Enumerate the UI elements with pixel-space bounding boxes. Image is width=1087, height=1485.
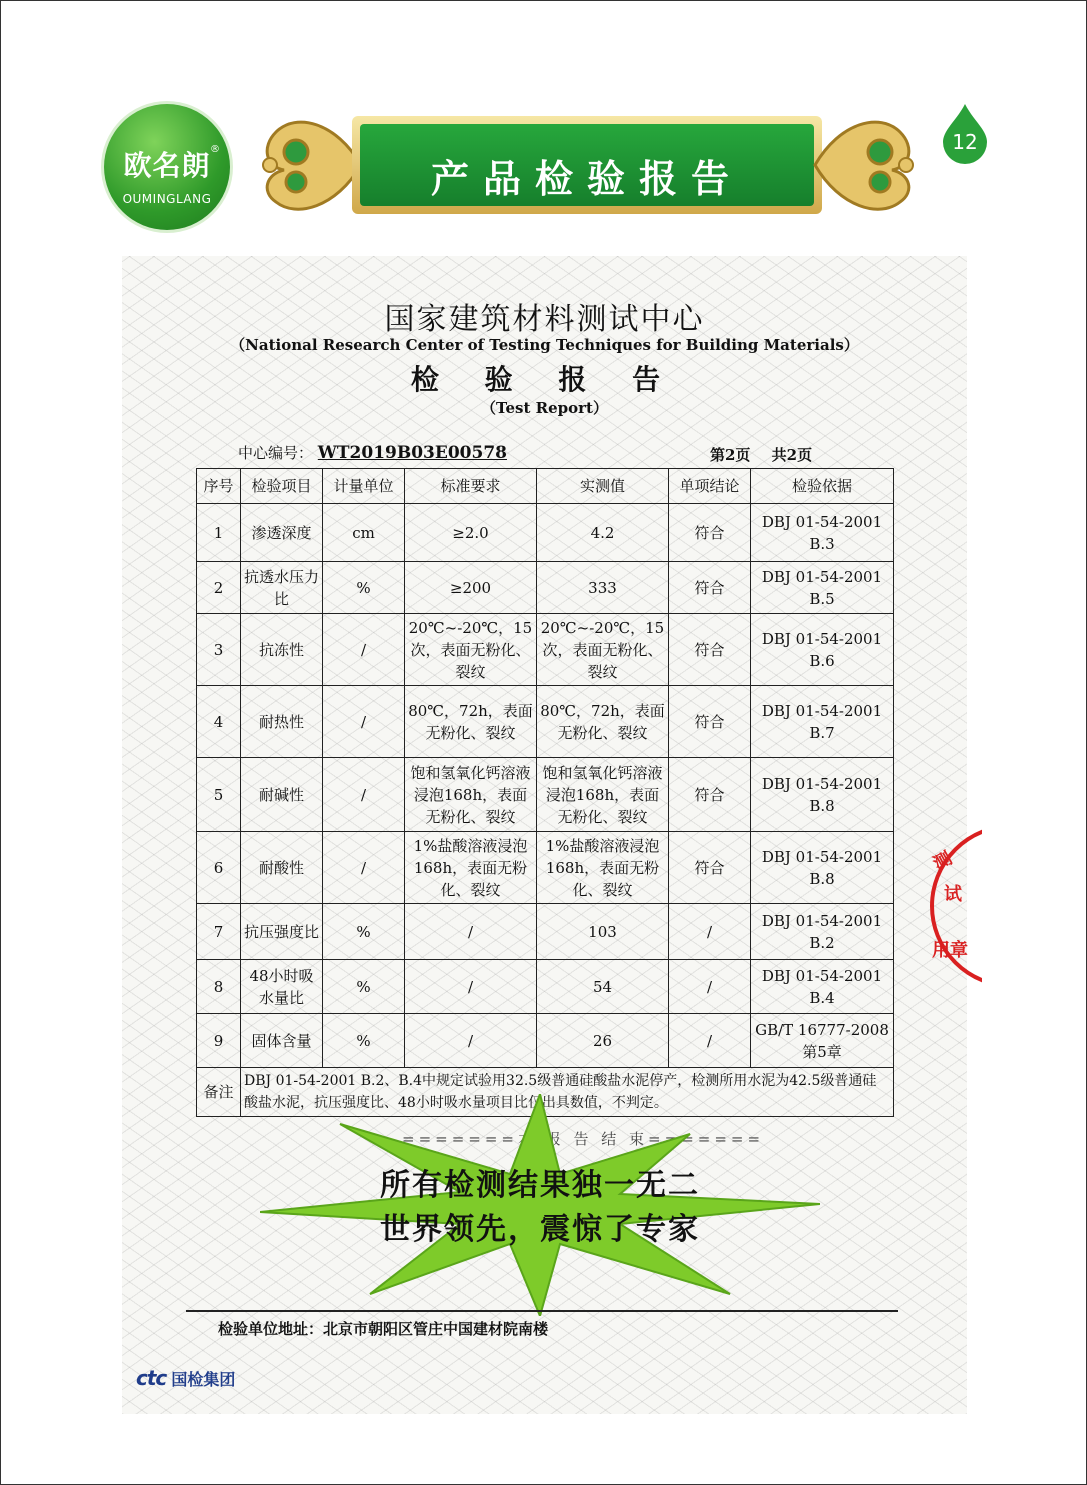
- table-cell: 54: [537, 960, 669, 1014]
- page-number-badge: [943, 104, 987, 164]
- table-cell: DBJ 01-54-2001 B.4: [751, 960, 894, 1014]
- col-header: 实测值: [537, 469, 669, 504]
- table-cell: %: [323, 1014, 405, 1068]
- report-code-value: WT2019B03E00578: [317, 443, 507, 463]
- test-unit-address: 检验单位地址：北京市朝阳区管庄中国建材院南楼: [218, 1320, 549, 1338]
- table-row: [197, 758, 894, 832]
- report-title-cn: 检 验 报 告: [410, 363, 679, 396]
- table-cell: /: [669, 1014, 751, 1068]
- table-cell: 耐酸性: [241, 832, 323, 904]
- table-cell: /: [405, 1014, 537, 1068]
- table-cell: /: [323, 686, 405, 758]
- table-cell: /: [323, 832, 405, 904]
- col-header: 序号: [197, 469, 241, 504]
- table-cell: 耐热性: [241, 686, 323, 758]
- table-cell: 4.2: [537, 504, 669, 562]
- svg-text:用章: 用章: [932, 940, 968, 961]
- table-cell: 48小时吸水量比: [241, 960, 323, 1014]
- table-row: [197, 960, 894, 1014]
- table-cell: 20℃~-20℃，15次，表面无粉化、裂纹: [537, 614, 669, 686]
- report-code-label: 中心编号：: [238, 444, 314, 462]
- brand-logo: [104, 104, 230, 230]
- table-cell: 80℃，72h，表面无粉化、裂纹: [405, 686, 537, 758]
- table-cell: 饱和氢氧化钙溶液浸泡168h，表面无粉化、裂纹: [537, 758, 669, 832]
- org-title-cn: 国家建筑材料测试中心: [384, 302, 705, 337]
- table-cell: cm: [323, 504, 405, 562]
- table-cell: 饱和氢氧化钙溶液浸泡168h，表面无粉化、裂纹: [405, 758, 537, 832]
- brand-name-cn: 欧名朗: [123, 149, 211, 182]
- report-code: [238, 442, 507, 463]
- table-cell: 抗透水压力比: [241, 562, 323, 614]
- promo-starburst: [260, 1094, 820, 1316]
- table-cell: /: [405, 904, 537, 960]
- banner-title: 产品检验报告: [430, 157, 743, 201]
- table-cell: ≥2.0: [405, 504, 537, 562]
- table-cell: 符合: [669, 614, 751, 686]
- table-cell: DBJ 01-54-2001 B.8: [751, 832, 894, 904]
- table-cell: DBJ 01-54-2001 B.5: [751, 562, 894, 614]
- report-end-marker: =======本 报 告 结 束=======: [402, 1130, 765, 1148]
- title-banner: [256, 110, 920, 220]
- report-title-en: （Test Report）: [481, 399, 608, 417]
- table-row: [197, 832, 894, 904]
- table-row: [197, 614, 894, 686]
- table-row: [197, 504, 894, 562]
- col-header: 单项结论: [669, 469, 751, 504]
- note-text: DBJ 01-54-2001 B.2、B.4中规定试验用32.5级普通硅酸盐水泥停产，检测所用水泥为42.5级普通硅酸盐水泥，抗压强度比、48小时吸水量项目比仅出具数值，不判定。: [241, 1068, 894, 1117]
- table-header-row: [197, 469, 894, 504]
- table-cell: 20℃~-20℃，15次，表面无粉化、裂纹: [405, 614, 537, 686]
- ccic-mark: ctc: [136, 1366, 167, 1390]
- table-cell: 渗透深度: [241, 504, 323, 562]
- banner-inner: [360, 124, 814, 206]
- table-cell: DBJ 01-54-2001 B.7: [751, 686, 894, 758]
- svg-text:测: 测: [929, 847, 956, 876]
- table-cell: ≥200: [405, 562, 537, 614]
- table-cell: DBJ 01-54-2001 B.6: [751, 614, 894, 686]
- table-cell: DBJ 01-54-2001 B.2: [751, 904, 894, 960]
- table-cell: /: [669, 960, 751, 1014]
- table-cell: 4: [197, 686, 241, 758]
- table-cell: 2: [197, 562, 241, 614]
- page-number: 12: [952, 130, 978, 154]
- table-cell: 1: [197, 504, 241, 562]
- table-cell: %: [323, 904, 405, 960]
- table-cell: 1%盐酸溶液浸泡168h，表面无粉化、裂纹: [405, 832, 537, 904]
- table-cell: 8: [197, 960, 241, 1014]
- right-ornament-icon: [810, 112, 920, 218]
- banner-plate: [352, 116, 822, 214]
- table-cell: 符合: [669, 686, 751, 758]
- ccic-group-logo: [136, 1366, 235, 1390]
- page-count: 第2页 共2页: [710, 446, 813, 464]
- table-cell: /: [323, 614, 405, 686]
- note-label: 备注: [197, 1068, 241, 1117]
- col-header: 标准要求: [405, 469, 537, 504]
- brand-name-en: OUMINGLANG: [122, 192, 212, 206]
- left-ornament-icon: [256, 112, 366, 218]
- table-cell: 3: [197, 614, 241, 686]
- table-cell: %: [323, 562, 405, 614]
- table-row: [197, 904, 894, 960]
- table-row: [197, 686, 894, 758]
- table-cell: 符合: [669, 758, 751, 832]
- official-seal: [922, 816, 982, 996]
- table-cell: 5: [197, 758, 241, 832]
- col-header: 检验依据: [751, 469, 894, 504]
- test-report-document: [122, 256, 967, 1414]
- table-cell: 26: [537, 1014, 669, 1068]
- org-title-en: （National Research Center of Testing Techniques for Building Materials）: [230, 336, 859, 354]
- table-cell: %: [323, 960, 405, 1014]
- table-cell: 抗压强度比: [241, 904, 323, 960]
- col-header: 计量单位: [323, 469, 405, 504]
- svg-text:试: 试: [944, 884, 962, 905]
- ccic-group-name: 国检集团: [171, 1370, 236, 1389]
- table-cell: 7: [197, 904, 241, 960]
- table-row: [197, 562, 894, 614]
- table-cell: 抗冻性: [241, 614, 323, 686]
- table-cell: /: [669, 904, 751, 960]
- promo-line-2: 世界领先，震惊了专家: [380, 1212, 700, 1247]
- table-cell: 耐碱性: [241, 758, 323, 832]
- table-cell: 符合: [669, 504, 751, 562]
- table-cell: 333: [537, 562, 669, 614]
- table-cell: 80℃，72h，表面无粉化、裂纹: [537, 686, 669, 758]
- table-cell: 9: [197, 1014, 241, 1068]
- table-cell: 符合: [669, 562, 751, 614]
- table-row: [197, 1014, 894, 1068]
- table-cell: 6: [197, 832, 241, 904]
- brand-reg-mark: ®: [210, 144, 220, 155]
- table-cell: GB/T 16777-2008 第5章: [751, 1014, 894, 1068]
- promo-line-1: 所有检测结果独一无二: [380, 1168, 700, 1203]
- table-cell: 1%盐酸溶液浸泡168h，表面无粉化、裂纹: [537, 832, 669, 904]
- col-header: 检验项目: [241, 469, 323, 504]
- table-cell: 符合: [669, 832, 751, 904]
- test-results-table: [196, 468, 894, 1117]
- table-cell: DBJ 01-54-2001 B.3: [751, 504, 894, 562]
- table-cell: /: [323, 758, 405, 832]
- table-cell: 固体含量: [241, 1014, 323, 1068]
- table-cell: 103: [537, 904, 669, 960]
- table-cell: /: [405, 960, 537, 1014]
- footer-divider: [186, 1310, 898, 1312]
- table-cell: DBJ 01-54-2001 B.8: [751, 758, 894, 832]
